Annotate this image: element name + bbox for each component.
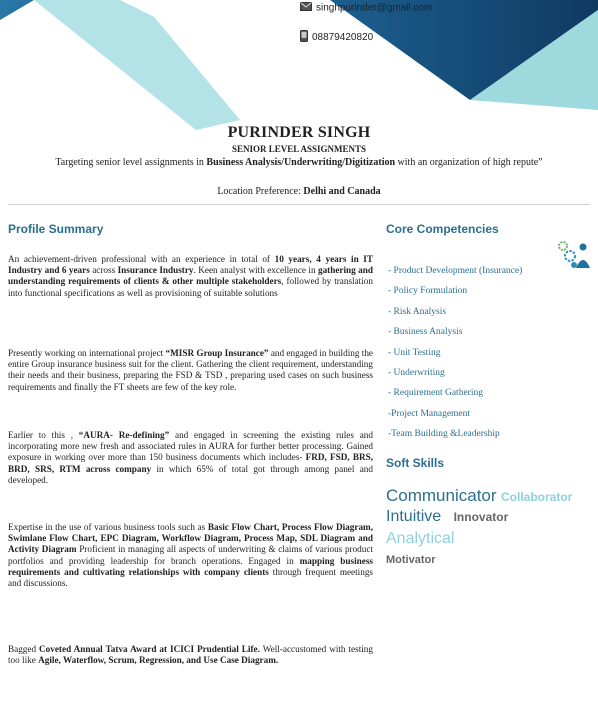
competency-item: - Unit Testing xyxy=(388,347,441,358)
competency-item: - Underwriting xyxy=(388,367,445,378)
target-statement: Targeting senior level assignments in Business Analysis/Underwriting/Digitization with an organization of high repute” xyxy=(55,157,543,168)
profile-summary-heading: Profile Summary xyxy=(8,222,104,236)
competency-item: - Risk Analysis xyxy=(388,306,447,317)
competency-item: - Requirement Gathering xyxy=(388,388,483,399)
email-text: singhpurinder@gmail.com xyxy=(316,2,433,14)
competency-item: -Project Management xyxy=(388,408,471,419)
profile-paragraph-1: An achievement-driven professional with an experience in total of 10 years, 4 years in IT Industry and 6 years across Insurance Industry. Keen analyst with excellence in gathering and understanding requirements of clients & other multiple stakeholders, followed by translation into functional specifications as well as provisioning of suitable solutions xyxy=(8,254,373,298)
header-banner xyxy=(0,0,598,130)
header-divider xyxy=(8,204,590,205)
competency-item: - Policy Formulation xyxy=(388,286,468,297)
skill-word: Innovator xyxy=(453,510,509,524)
email-line xyxy=(300,2,432,14)
profile-paragraph-4: Expertise in the use of various business tools such as Basic Flow Chart, Process Flow Diagram, Swimlane Flow Chart, EPC Diagram, Workflow Diagram, Process Map, SDL Diagram and Activity Diagram Proficient in managing all aspects of underwriting & claims of various product portfolios and providing leadership for branch operations. Engaged in mapping business requirements and cultivating relationships with company clients through frequent meetings and discussions. xyxy=(8,522,374,589)
location-preference: Location Preference: Delhi and Canada xyxy=(217,186,381,197)
profile-paragraph-2: Presently working on international project “MISR Group Insurance” and engaged in building the entire Group insurance business suit for the client. Gathering the client requirement, understanding their needs and their business, preparing the FSD & TSD , preparing used cases on such business requirements and finally the FT sheets are few of the key role. xyxy=(8,348,373,392)
role-title: SENIOR LEVEL ASSIGNMENTS xyxy=(231,144,367,154)
phone-text: 08879420820 xyxy=(312,32,374,44)
profile-paragraph-3: Earlier to this , “AURA- Re-defining” and engaged in screening the existing rules and incorporating more new fresh and associated rules in AURA for further better processing. Gained exposure in working over more than 150 business documents which includes- FRD, FSD, BRS, BRD, SRS, RTM across company in which 65% of total got through among panel and developed. xyxy=(8,430,373,485)
profile-paragraph-5: Bagged Coveted Annual Tatva Award at ICICI Prudential Life. Well-accustomed with testing too like Agile, Waterflow, Scrum, Regression, and Use Case Diagram. xyxy=(8,644,373,666)
soft-skills-cloud xyxy=(386,486,592,566)
skill-word: Communicator xyxy=(386,486,497,505)
phone-icon xyxy=(300,30,308,45)
phone-line xyxy=(300,30,373,45)
core-competencies-heading: Core Competencies xyxy=(386,222,499,236)
competency-item: - Product Development (Insurance) xyxy=(388,266,523,276)
email-icon xyxy=(300,2,312,14)
candidate-name: PURINDER SINGH xyxy=(227,124,371,141)
skill-word: Motivator xyxy=(386,554,436,566)
skill-word: Analytical xyxy=(386,530,455,547)
skill-word: Intuitive xyxy=(386,508,442,525)
soft-skills-heading: Soft Skills xyxy=(386,456,445,470)
skill-word: Collaborator xyxy=(501,490,573,504)
competency-item: - Business Analysis xyxy=(388,327,463,338)
core-competencies-list xyxy=(388,264,588,448)
competency-item: -Team Building &Leadership xyxy=(388,429,500,440)
